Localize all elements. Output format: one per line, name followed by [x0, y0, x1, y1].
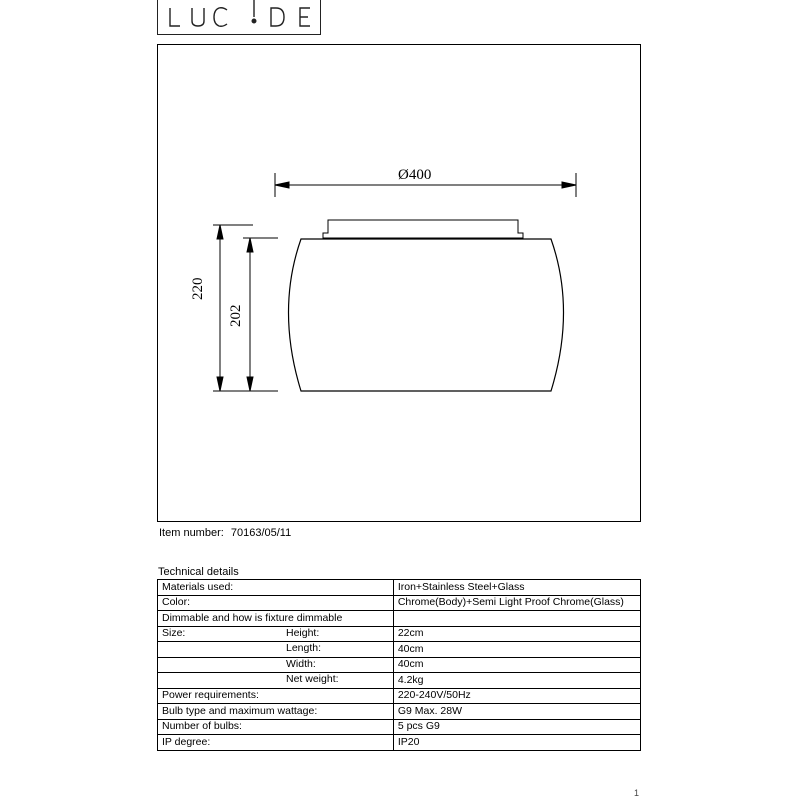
spec-value: Iron+Stainless Steel+Glass	[393, 580, 640, 596]
diameter-dimension-label: Ø400	[398, 167, 432, 183]
spec-label-cell	[158, 611, 394, 627]
spec-value: IP20	[393, 735, 640, 751]
item-number-label: Item number:	[159, 527, 224, 539]
technical-details-title: Technical details	[158, 566, 239, 578]
spec-row	[158, 704, 641, 720]
item-number	[159, 527, 291, 539]
shade-height-dimension-label: 202	[228, 304, 244, 327]
spec-value: 5 pcs G9	[393, 719, 640, 735]
spec-row	[158, 580, 641, 596]
spec-label-cell	[158, 595, 394, 611]
spec-label-cell	[158, 719, 394, 735]
page-number: 1	[634, 788, 640, 798]
spec-row	[158, 673, 641, 689]
spec-value: 40cm	[393, 657, 640, 673]
spec-label: Bulb type and maximum wattage:	[162, 704, 318, 717]
spec-table	[157, 579, 641, 751]
spec-row	[158, 642, 641, 658]
spec-label-cell	[158, 657, 394, 673]
spec-label: Materials used:	[162, 580, 234, 593]
spec-label-cell	[158, 580, 394, 596]
spec-sublabel: Width:	[286, 657, 316, 670]
spec-label-cell	[158, 642, 394, 658]
spec-value	[393, 611, 640, 627]
spec-label-cell	[158, 688, 394, 704]
spec-value: 22cm	[393, 626, 640, 642]
spec-value: Chrome(Body)+Semi Light Proof Chrome(Glass)	[393, 595, 640, 611]
spec-row	[158, 595, 641, 611]
spec-sublabel: Length:	[286, 642, 322, 654]
spec-label: Power requirements:	[162, 689, 259, 702]
spec-label-cell	[158, 673, 394, 689]
spec-value: G9 Max. 28W	[393, 704, 640, 720]
spec-label: Dimmable and how is fixture dimmable	[162, 611, 343, 624]
technical-drawing-frame	[157, 44, 641, 522]
spec-value: 220-240V/50Hz	[393, 688, 640, 704]
logo-graphic	[158, 0, 322, 35]
spec-label: Number of bulbs:	[162, 720, 242, 733]
spec-sublabel: Net weight:	[286, 673, 339, 685]
item-number-value: 70163/05/11	[230, 527, 292, 539]
spec-label: Size:	[162, 627, 186, 640]
spec-row	[158, 735, 641, 751]
total-height-dimension-label: 220	[190, 277, 206, 300]
spec-row	[158, 626, 641, 642]
spec-row	[158, 657, 641, 673]
spec-row	[158, 611, 641, 627]
spec-value: 40cm	[393, 642, 640, 658]
spec-row	[158, 719, 641, 735]
spec-row	[158, 688, 641, 704]
spec-label-cell	[158, 626, 394, 642]
lamp-drawing	[158, 45, 642, 523]
spec-label-cell	[158, 704, 394, 720]
spec-label: IP degree:	[162, 735, 211, 748]
spec-label: Color:	[162, 596, 191, 609]
spec-sublabel: Height:	[286, 626, 320, 639]
spec-value: 4.2kg	[393, 673, 640, 689]
brand-logo	[157, 0, 321, 35]
spec-label-cell	[158, 735, 394, 751]
